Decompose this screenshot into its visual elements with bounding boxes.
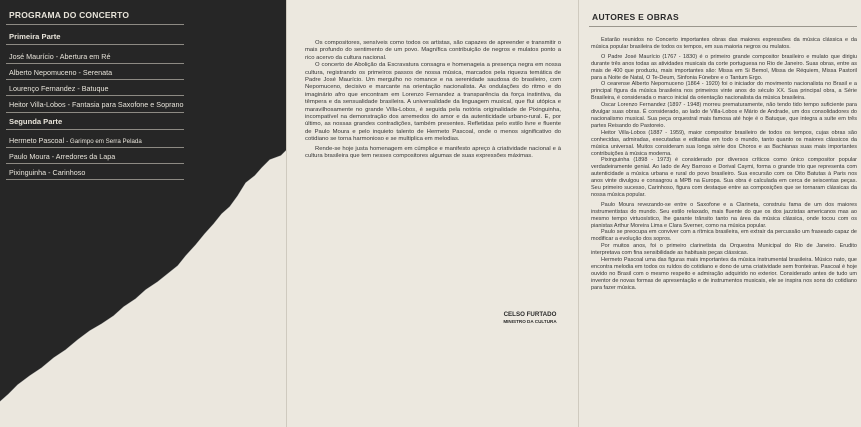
signature: [485, 311, 575, 324]
presentation-text: [305, 40, 561, 161]
presentation-panel: [287, 0, 579, 427]
paragraph: Por muitos anos, foi o primeiro clarinetista da Orquestra Municipal do Rio de Janeiro. Erudito interpretava com fina sensibilidade as habituais peças clássicas.: [591, 243, 857, 257]
program-item: [9, 136, 142, 145]
program-item: [9, 100, 183, 109]
divider: [6, 129, 184, 130]
paragraph: O concerto de Abolição da Escravatura consagra e homenageia a presença negra em nossa cultura, registrando os primeiros passos de nossa música, marcados pela riqueza temática de Padre José Maurício. Um mergulho no romance e na serenidade saudosa do brasileiro, com Nepomuceno, decisivo e marcante na orientação nacionalista. As ondulações do ritmo e do imaginário afro que encontram em Lorenzo Fernandez a transparência da força instintiva, da têmpera e da sensualidade brasileira. A universalidade da linguagem musical, que flui utópica e maravilhosamente no grande Villa-Lobos, é seguida pela notória originalidade de Pixinguinha, incompatível na demonstração dos arremedos do amor e da autenticidade urbano-rural. E, por último, as nossas grandes contradições, também presentes. Refletidas pelo estilo livre e fluente de Paulo Moura e pelo inquieto talento de Hermeto Pascoal, onde o menos significativo do cotidiano se torna harmonioso e se multiplica em melodias.: [305, 62, 561, 143]
part2-heading: Segunda Parte: [9, 117, 63, 126]
signature-role: MINISTRO DA CULTURA: [503, 319, 557, 324]
divider: [6, 63, 184, 64]
program-panel: [0, 0, 287, 427]
authors-title: AUTORES E OBRAS: [592, 12, 679, 22]
divider: [6, 147, 184, 148]
paragraph: Estarão reunidos no Concerto importantes obras das maiores expressões da música clássica e da música popular brasileira de todos os tempos, em sua maioria negros ou mulatos.: [591, 37, 857, 50]
program-item-text: Lourenço Fernandez - Batuque: [9, 84, 109, 93]
program-item: [9, 68, 112, 77]
paragraph: O Padre José Maurício (1767 - 1830) é o primeiro grande compositor brasileiro e mulato que dirigiu durante três anos todas as atividades musicais da corte portuguesa no Rio de Janeiro. Suas obras, entre as mais de 400 que produziu, mais importantes são: Missa em Si Bemol, Missa de Réquiem, Missa Pastoril para a Noite de Natal, O Te-Deum, Sinfonia Fúnebre e o Tantum Ergo.: [591, 53, 857, 81]
program-item: [9, 52, 110, 61]
program-item-text: Heitor Villa-Lobos - Fantasia para Saxofone e Soprano: [9, 100, 184, 109]
authors-panel: [579, 0, 861, 427]
program-item: [9, 152, 115, 161]
program-item-text: Pixinguinha - Carinhoso: [9, 168, 86, 177]
divider: [589, 26, 857, 27]
program-item-text: José Maurício - Abertura em Ré: [9, 52, 111, 61]
divider: [6, 79, 184, 80]
program-item-text: Alberto Nepomuceno - Serenata: [9, 68, 113, 77]
divider: [6, 179, 184, 180]
program-item-text: Paulo Moura - Arredores da Lapa: [9, 152, 116, 161]
program-item-subtitle: - Garimpo em Serra Pelada: [66, 138, 142, 145]
authors-text: [591, 37, 857, 292]
divider: [6, 24, 184, 25]
paragraph: Paulo Moura revezando-se entre o Saxofone e a Clarineta, construiu fama de um dos maiores instrumentistas do mundo. Seu estilo relaxado, mais fluente do que os dos jazzistas americanos mas ao mesmo tempo virtuosístico, lhe garante trânsito tanto na área da música clássica, onde tocou com os pianistas Arthur Moreira Lima e Clara Sverner, como na música popular.: [591, 201, 857, 229]
part1-heading: Primeira Parte: [9, 32, 61, 41]
signature-name: CELSO FURTADO: [503, 311, 557, 318]
paragraph: Pixinguinha (1898 - 1973) é considerado por diversos críticos como único compositor popular verdadeiramente genial. Ao lado de Ary Barroso e Dorival Caymi, forma o grande trio que representa com autenticidade a música urbana e rural do povo brasileiro. Sua excursão com os Oito Batutas à Paris nos anos vinte divulgou e consagrou a MPB na Europa. Sua obra é calculada em cerca de seiscentas peças. Seu primeiro sucesso, Carinhoso, figura com destaque entre as composições que se tornaram clássicas da nossa música popular.: [591, 157, 857, 198]
program-item: [9, 84, 109, 93]
paragraph: Os compositores, sensíveis como todos os artistas, são capazes de apreender e transmitir o mais profundo do sentimento de um povo. Magnífica contribuição de negros e mulatos ponto a rico acervo da cultura nacional.: [305, 40, 561, 61]
paragraph: O cearense Alberto Nepomuceno (1864 - 1920) foi o iniciador do movimento nacionalista no Brasil e a principal figura da música brasileira nos primeiros vinte anos do século XX. Sua principal obra, a Série Brasileira, é considerada o marco inicial da orientação nacionalista da música brasileira.: [591, 81, 857, 102]
divider: [6, 112, 184, 113]
paragraph: Heitor Villa-Lobos (1887 - 1959), maior compositor brasileiro de todos os tempos, cujas obras são conhecidas, admiradas, executadas e editadas em todo o mundo, tanto quanto os maiores clássicos da música universal. Muitos consideram sua longa série dos Choros e as Bachianas suas mais importantes contribuições à música moderna.: [591, 129, 857, 157]
paragraph: Paulo se preocupa em conviver com a rítmica brasileira, em extrair da percussão um fraseado capaz de modificar a evolução dos sopros.: [591, 229, 857, 243]
divider: [6, 44, 184, 45]
paragraph: Rende-se hoje justa homenagem em cúmplice e manifesto apreço à criatividade nacional e à cultura brasileira que tem nesses compositores algumas de suas expressões máximas.: [305, 145, 561, 160]
paragraph: Hermeto Pascoal uma das figuras mais importantes da música instrumental brasileira. Músico nato, que encontra melodia em todos os ruídos do cotidiano e dono de uma criatividade sem fronteiras. Pascoal é hoje ouvido no Brasil com o mesmo respeito e admiração adquirido no exterior. Considerado antes de tudo um inventor de novas formas de apresentação e de instrumentos musicais, ele se inspira nos sons do cotidiano para fazer música.: [591, 257, 857, 291]
divider: [6, 163, 184, 164]
program-title: PROGRAMA DO CONCERTO: [9, 10, 130, 20]
program-item-text: Hermeto Pascoal: [9, 136, 65, 145]
program-item: [9, 168, 85, 177]
paragraph: Oscar Lorenzo Fernandez (1897 - 1948) morreu prematuramente, não tendo tido tempo suficiente para divulgar suas obras. É considerado, ao lado de Villa-Lobos e Mário de Andrade, um dos consolidadores do nacionalismo musical. Sua peça orquestral mais famosa até hoje é o Batuque, que integra a suíte em três partes Reisando do Pastoreio.: [591, 102, 857, 129]
torn-black-background: [0, 0, 287, 427]
divider: [6, 95, 184, 96]
